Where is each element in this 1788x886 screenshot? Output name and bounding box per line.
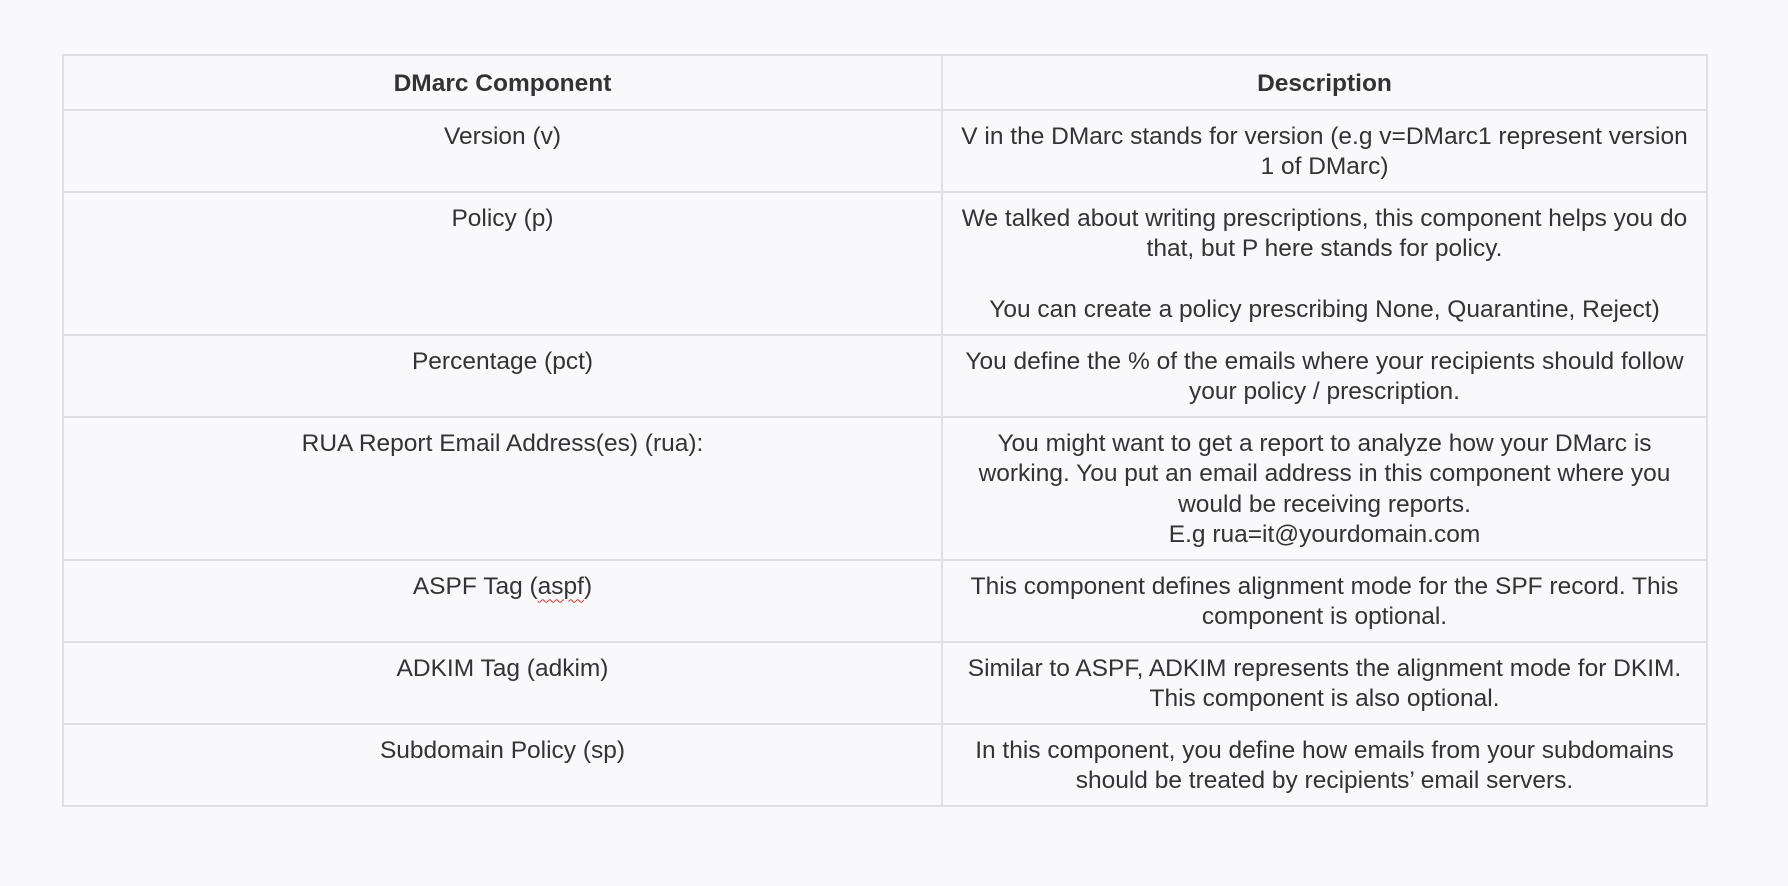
description-text: In this component, you define how emails from your subdomains should be treated by recipients’ email servers.	[975, 736, 1674, 794]
description-text: V in the DMarc stands for version (e.g v=DMarc1 represent version 1 of DMarc)	[961, 122, 1688, 180]
table-row	[63, 724, 1707, 806]
component-cell: Policy (p)	[63, 192, 942, 335]
description-cell	[942, 560, 1707, 642]
table-row	[63, 560, 1707, 642]
component-text-suffix: )	[583, 572, 593, 600]
component-cell: Percentage (pct)	[63, 335, 942, 417]
table-row	[63, 642, 1707, 724]
description-cell	[942, 724, 1707, 806]
table-row	[63, 417, 1707, 560]
component-cell: RUA Report Email Address(es) (rua):	[63, 417, 942, 560]
description-text: You define the % of the emails where your recipients should follow your policy / prescription.	[965, 347, 1684, 405]
dmarc-table-container	[62, 54, 1706, 807]
description-cell	[942, 335, 1707, 417]
description-text: You might want to get a report to analyze how your DMarc is working. You put an email address in this component where you would be receiving reports.	[978, 429, 1671, 518]
component-cell	[63, 560, 942, 642]
description-cell	[942, 642, 1707, 724]
spellcheck-flagged-word: aspf	[537, 572, 584, 600]
description-text: This component defines alignment mode for the SPF record. This component is optional.	[970, 572, 1679, 630]
component-text-prefix: ASPF Tag (	[412, 572, 538, 600]
dmarc-components-table	[62, 54, 1708, 807]
table-row	[63, 110, 1707, 192]
header-description: Description	[942, 55, 1707, 110]
description-cell	[942, 417, 1707, 560]
description-text: We talked about writing prescriptions, this component helps you do that, but P here stands for policy.	[961, 204, 1688, 262]
component-cell: ADKIM Tag (adkim)	[63, 642, 942, 724]
table-row	[63, 192, 1707, 335]
description-cell	[942, 192, 1707, 335]
description-text: You can create a policy prescribing None, Quarantine, Reject)	[989, 296, 1660, 323]
table-header-row	[63, 55, 1707, 110]
description-text: Similar to ASPF, ADKIM represents the alignment mode for DKIM. This component is also optional.	[967, 654, 1682, 712]
description-cell	[942, 110, 1707, 192]
component-cell: Subdomain Policy (sp)	[63, 724, 942, 806]
header-dmarc-component: DMarc Component	[63, 55, 942, 110]
component-cell: Version (v)	[63, 110, 942, 192]
description-example: E.g rua=it@yourdomain.com	[1168, 521, 1481, 548]
table-row	[63, 335, 1707, 417]
